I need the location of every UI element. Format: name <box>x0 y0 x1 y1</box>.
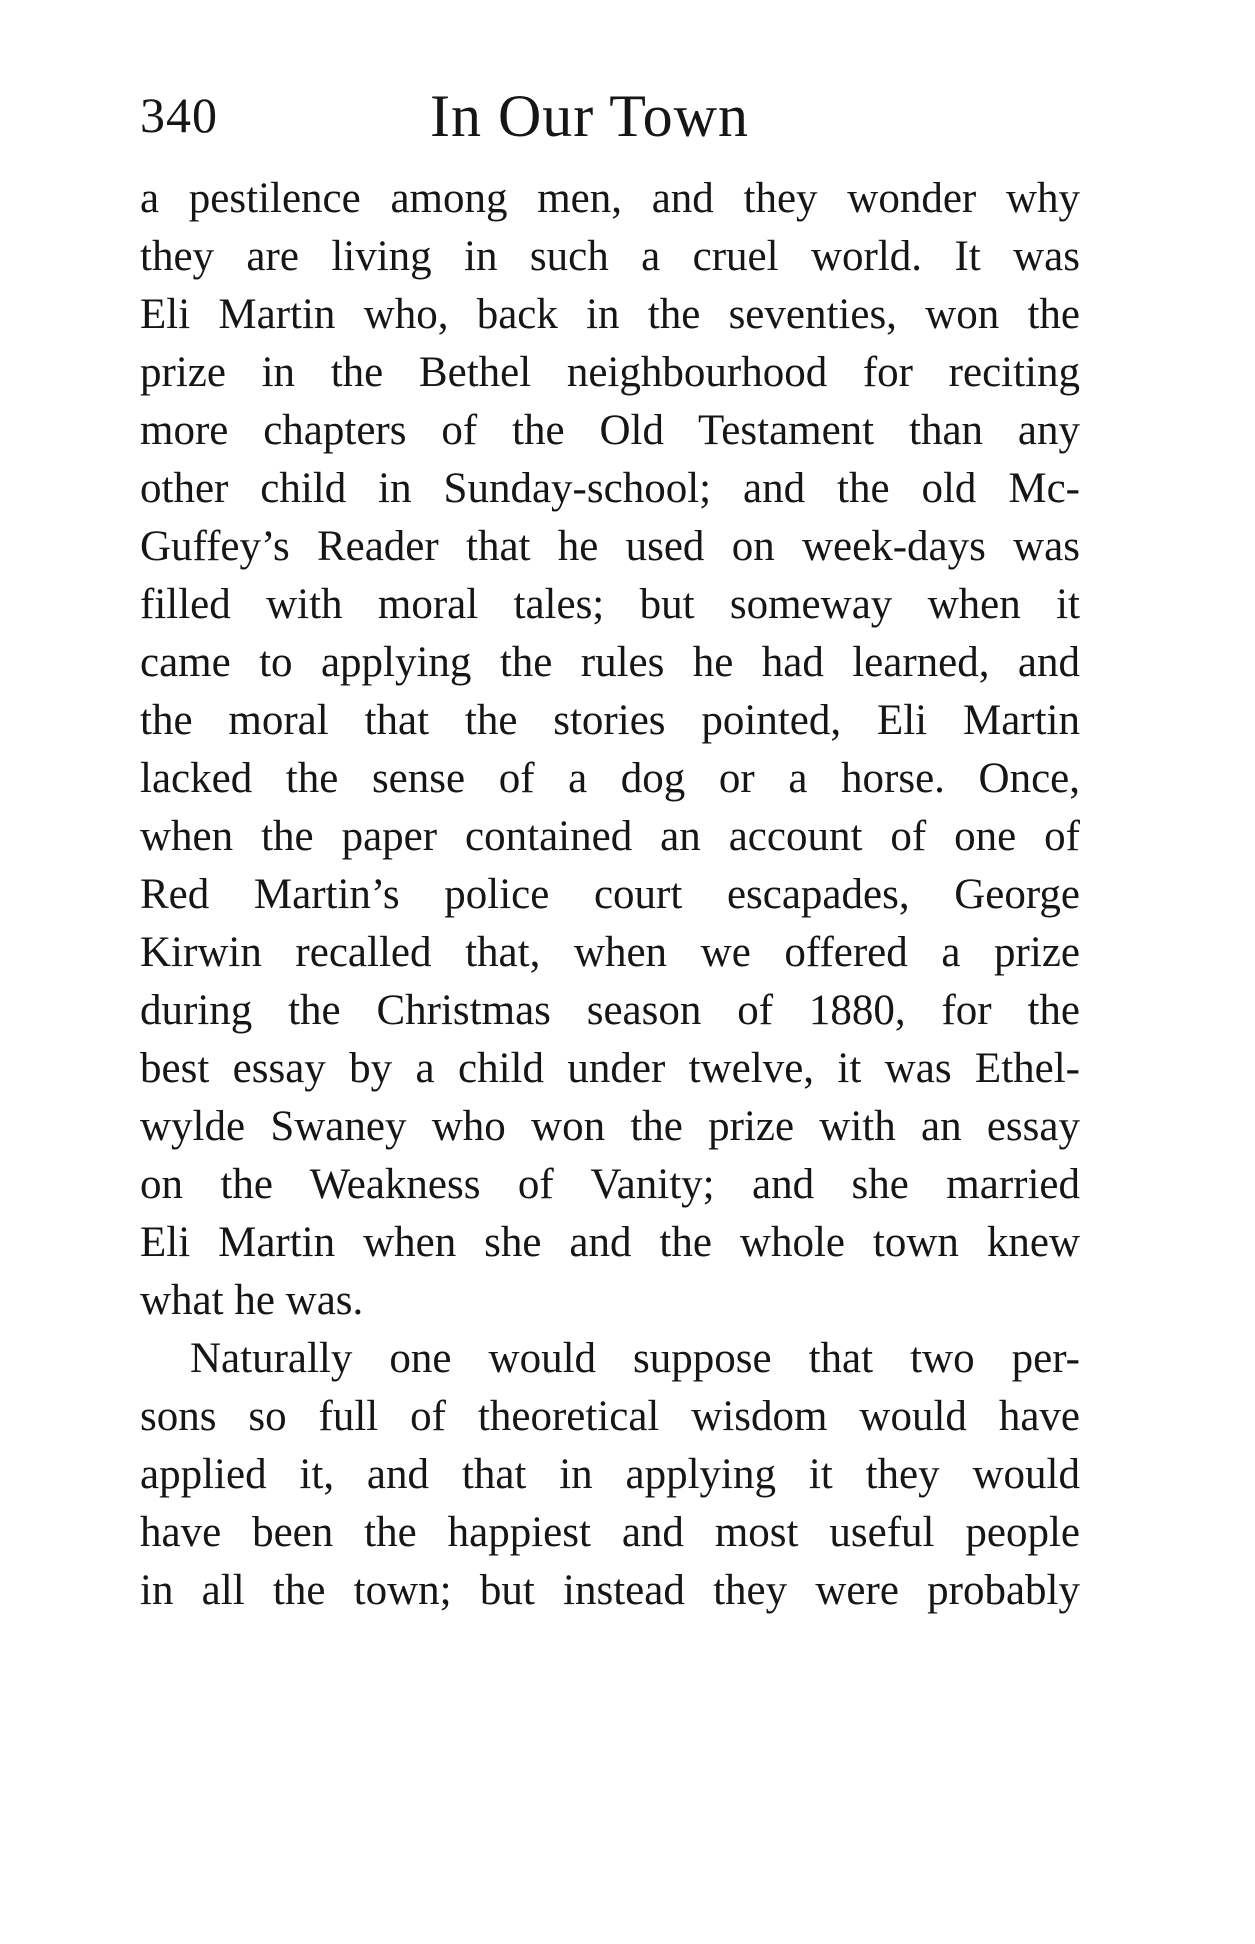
text-line: best essay by a child under twelve, it was Ethel- <box>140 1045 1080 1092</box>
text-line: came to applying the rules he had learned, and <box>140 639 1080 686</box>
text-line: they are living in such a cruel world. It was <box>140 233 1080 280</box>
text-line: filled with moral tales; but someway when it <box>140 581 1080 628</box>
text-line: a pestilence among men, and they wonder why <box>140 175 1080 222</box>
text-line: on the Weakness of Vanity; and she married <box>140 1161 1080 1208</box>
text-line: when the paper contained an account of one of <box>140 813 1080 860</box>
text-line: lacked the sense of a dog or a horse. Once, <box>140 755 1080 802</box>
text-line: Guffey’s Reader that he used on week-days was <box>140 523 1080 570</box>
text-line: prize in the Bethel neighbourhood for reciting <box>140 349 1080 396</box>
running-title: In Our Town <box>430 83 749 149</box>
text-line: Red Martin’s police court escapades, George <box>140 871 1080 918</box>
text-line: Eli Martin when she and the whole town knew <box>140 1219 1080 1266</box>
text-line: other child in Sunday-school; and the old Mc- <box>140 465 1080 512</box>
text-line: have been the happiest and most useful people <box>140 1509 1080 1556</box>
page-header <box>140 82 1080 162</box>
text-line: during the Christmas season of 1880, for the <box>140 987 1080 1034</box>
text-line: more chapters of the Old Testament than any <box>140 407 1080 454</box>
text-line: sons so full of theoretical wisdom would have <box>140 1393 1080 1440</box>
paragraph <box>140 170 1080 1330</box>
text-line: Naturally one would suppose that two per- <box>190 1335 1080 1382</box>
text-line: Kirwin recalled that, when we offered a prize <box>140 929 1080 976</box>
text-line: wylde Swaney who won the prize with an essay <box>140 1103 1080 1150</box>
page-number: 340 <box>140 87 218 143</box>
paragraph <box>140 1330 1080 1620</box>
text-line: applied it, and that in applying it they would <box>140 1451 1080 1498</box>
text-line: Eli Martin who, back in the seventies, won the <box>140 291 1080 338</box>
text-line: what he was. <box>140 1277 364 1324</box>
body-text <box>140 170 1080 1620</box>
text-line: in all the town; but instead they were probably <box>140 1567 1080 1614</box>
text-line: the moral that the stories pointed, Eli Martin <box>140 697 1080 744</box>
